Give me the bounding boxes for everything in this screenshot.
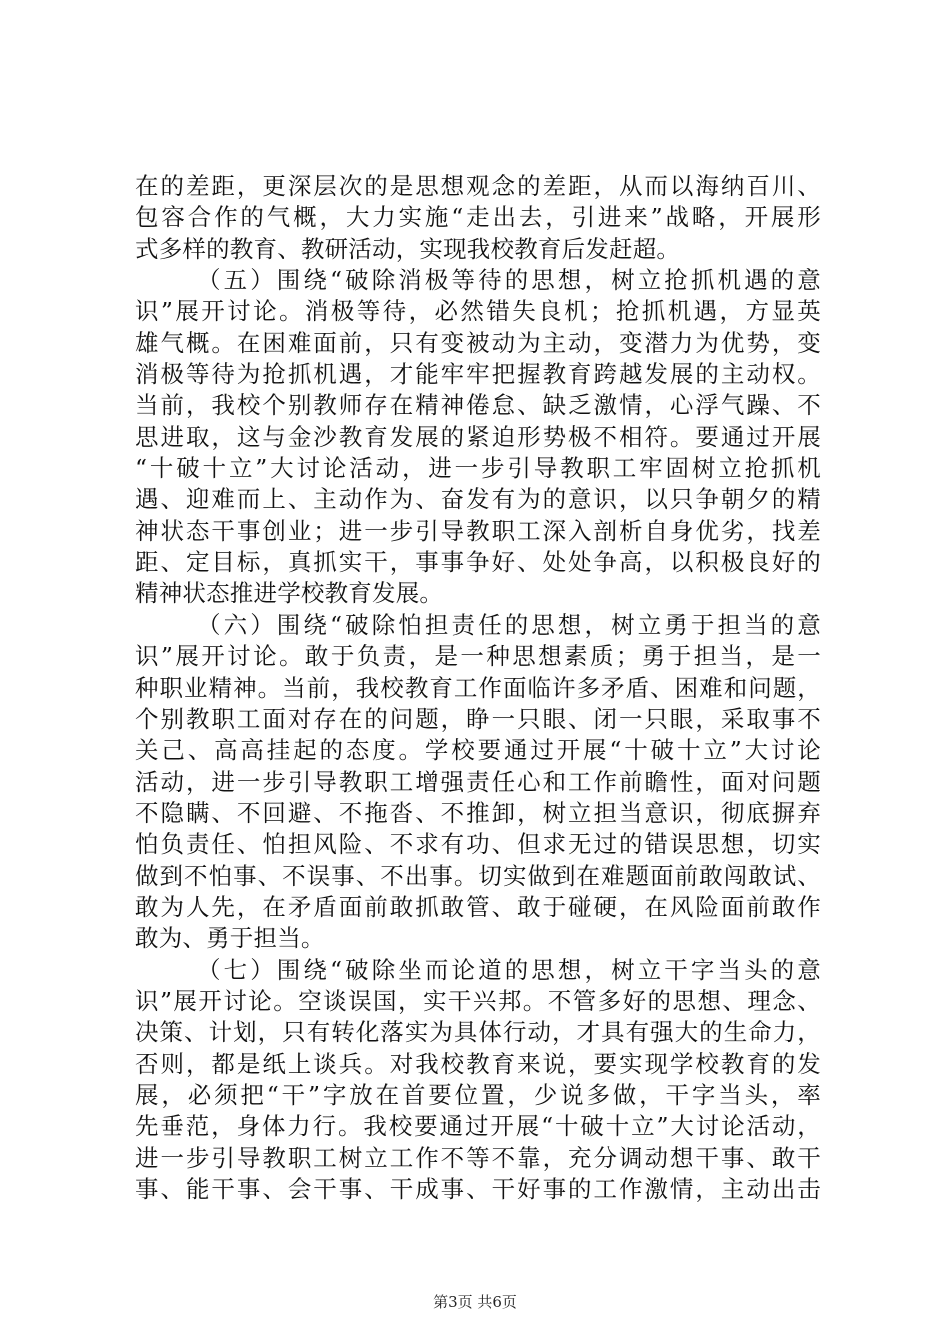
text-line: 否则，都是纸上谈兵。对我校教育来说，要实现学校教育的发 [135, 1049, 821, 1078]
text-line: 包容合作的气概，大力实施“走出去，引进来”战略，开展形 [135, 203, 821, 232]
text-line: “十破十立”大讨论活动，进一步引导教职工牢固树立抢抓机 [135, 454, 821, 483]
text-line: 怕负责任、怕担风险、不求有功、但求无过的错误思想，切实 [135, 830, 821, 859]
text-line: 神状态干事创业；进一步引导教职工深入剖析自身优劣，找差 [135, 516, 821, 545]
text-line: 思进取，这与金沙教育发展的紧迫形势极不相符。要通过开展 [135, 422, 821, 451]
paragraph-start-line: （六）围绕“破除怕担责任的思想，树立勇于担当的意 [197, 610, 821, 639]
text-line: 个别教职工面对存在的问题，睁一只眼、闭一只眼，采取事不 [135, 704, 821, 733]
text-line: 式多样的教育、教研活动，实现我校教育后发赶超。 [135, 234, 681, 263]
text-line: 精神状态推进学校教育发展。 [135, 579, 444, 608]
text-line: 决策、计划，只有转化落实为具体行动，才具有强大的生命力， [135, 1018, 821, 1047]
text-line: 识”展开讨论。空谈误国，实干兴邦。不管多好的思想、理念、 [135, 986, 821, 1015]
text-line: 做到不怕事、不误事、不出事。切实做到在难题面前敢闯敢试、 [135, 861, 821, 890]
document-body [135, 171, 821, 1205]
paragraph-start-line: （七）围绕“破除坐而论道的思想，树立干字当头的意 [197, 955, 821, 984]
text-line: 消极等待为抢抓机遇，才能牢牢把握教育跨越发展的主动权。 [135, 360, 821, 389]
text-line: 不隐瞒、不回避、不拖沓、不推卸，树立担当意识，彻底摒弃 [135, 798, 821, 827]
text-line: 活动，进一步引导教职工增强责任心和工作前瞻性，面对问题 [135, 767, 821, 796]
paragraph-start-line: （五）围绕“破除消极等待的思想，树立抢抓机遇的意 [197, 266, 821, 295]
text-line: 在的差距，更深层次的是思想观念的差距，从而以海纳百川、 [135, 172, 821, 200]
text-line: 敢为、勇于担当。 [135, 924, 325, 953]
text-line: 展，必须把“干”字放在首要位置，少说多做，干字当头，率 [135, 1080, 821, 1109]
text-line: 敢为人先，在矛盾面前敢抓敢管、敢于碰硬，在风险面前敢作 [135, 892, 821, 921]
text-line: 事、能干事、会干事、干成事、干好事的工作激情，主动出击 [135, 1175, 821, 1203]
text-line: 先垂范，身体力行。我校要通过开展“十破十立”大讨论活动， [135, 1112, 821, 1141]
text-line: 遇、迎难而上、主动作为、奋发有为的意识，以只争朝夕的精 [135, 485, 821, 514]
text-line: 识”展开讨论。消极等待，必然错失良机；抢抓机遇，方显英 [135, 297, 821, 326]
text-line: 种职业精神。当前，我校教育工作面临许多矛盾、困难和问题， [135, 673, 821, 702]
text-line: 雄气概。在困难面前，只有变被动为主动，变潜力为优势，变 [135, 328, 821, 357]
text-line: 距、定目标，真抓实干，事事争好、处处争高，以积极良好的 [135, 548, 821, 577]
page-footer: 第3页 共6页 [433, 1293, 517, 1311]
text-line: 进一步引导教职工树立工作不等不靠，充分调动想干事、敢干 [135, 1143, 821, 1172]
text-line: 关己、高高挂起的态度。学校要通过开展“十破十立”大讨论 [135, 736, 821, 765]
text-line: 当前，我校个别教师存在精神倦怠、缺乏激情，心浮气躁、不 [135, 391, 821, 420]
text-line: 识”展开讨论。敢于负责，是一种思想素质；勇于担当，是一 [135, 642, 821, 671]
